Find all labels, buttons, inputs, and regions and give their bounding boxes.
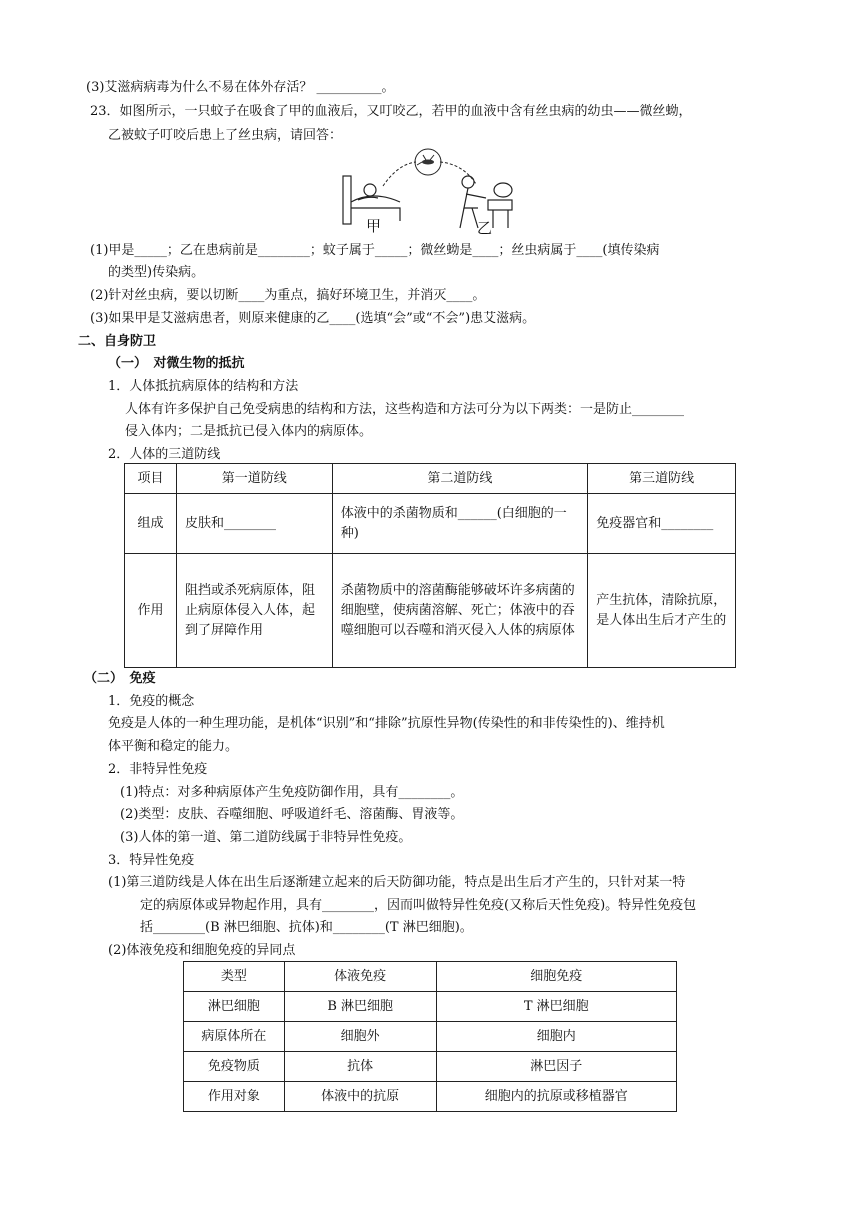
point-3-text-line2: 体平衡和稳定的能力。 [108,739,239,754]
point-1-text-line1: 人体有许多保护自己免受病患的结构和方法，这些构造和方法可分为以下两类：一是防止________ [125,402,685,417]
mosquito-icon [415,149,441,175]
point-4-item-1: (1)特点：对多种病原体产生免疫防御作用，具有________。 [120,785,464,800]
table-cell: 阻挡或杀死病原体，阻止病原体侵入人体，起到了屏障作用 [176,554,332,668]
table-cell: 细胞内的抗原或移植器官 [436,1082,677,1112]
table-cell: B 淋巴细胞 [284,992,436,1022]
point-5-item-1-line2: 定的病原体或异物起作用，具有________，因而叫做特异性免疫(又称后天性免疫)。特异性免疫包 [140,898,697,913]
point-3-title: 1．免疫的概念 [108,694,195,709]
table-cell: T 淋巴细胞 [436,992,677,1022]
defense-lines-table [124,463,736,668]
question-23-stem-line1: 23．如图所示，一只蚊子在吸食了甲的血液后，又叮咬乙，若甲的血液中含有丝虫病的幼虫——微丝蚴， [90,104,692,119]
table-header-cell: 细胞免疫 [436,962,677,992]
table-row [125,494,736,554]
point-1-title: 1．人体抵抗病原体的结构和方法 [108,379,299,394]
table-header-cell: 第一道防线 [176,464,332,494]
table-row [125,554,736,668]
table-cell: 产生抗体，清除抗原，是人体出生后才产生的 [588,554,736,668]
table-cell: 淋巴因子 [436,1052,677,1082]
table-header-cell: 第三道防线 [588,464,736,494]
table-cell: 皮肤和________ [176,494,332,554]
transmission-arrow-left [383,162,416,186]
table-cell: 体液中的杀菌物质和______(白细胞的一种) [332,494,588,554]
question-23-1-line1: (1)甲是_____；乙在患病前是________；蚊子属于_____；微丝蚴是____；丝虫病属于____(填传染病 [90,243,660,258]
table-cell: 细胞外 [284,1022,436,1052]
point-5-title: 3．特异性免疫 [108,853,195,868]
subsection-1-title: （一） 对微生物的抵抗 [108,356,245,371]
table-cell: 病原体所在 [184,1022,285,1052]
point-4-item-3: (3)人体的第一道、第二道防线属于非特异性免疫。 [120,830,412,845]
table-header-cell: 项目 [125,464,177,494]
question-23-2: (2)针对丝虫病，要以切断____为重点，搞好环境卫生，并消灭____。 [90,288,486,303]
table-cell: 体液中的抗原 [284,1082,436,1112]
immunity-comparison-table [183,961,677,1112]
question-23-stem-line2: 乙被蚊子叮咬后患上了丝虫病，请回答： [108,128,343,143]
table-cell: 免疫物质 [184,1052,285,1082]
transmission-arrow-right [440,162,476,184]
table-row [184,1052,677,1082]
table-cell: 细胞内 [436,1022,677,1052]
point-5-item-1-line1: (1)第三道防线是人体在出生后逐渐建立起来的后天防御功能，特点是出生后才产生的，只针对某一特 [108,875,686,890]
table-row [184,992,677,1022]
point-5-item-1-line3: 括________(B 淋巴细胞、抗体)和________(T 淋巴细胞)。 [140,920,473,935]
point-2-title: 2．人体的三道防线 [108,447,221,462]
point-5-item-2: (2)体液免疫和细胞免疫的异同点 [108,943,296,958]
subsection-2-title: （二） 免疫 [84,671,156,686]
figure-label-jia: 甲 [366,217,382,235]
table-cell: 抗体 [284,1052,436,1082]
table-cell: 作用对象 [184,1082,285,1112]
row-label-composition: 组成 [125,494,177,554]
question-23-1-line2: 的类型)传染病。 [108,265,205,280]
table-cell: 免疫器官和________ [588,494,736,554]
table-cell: 淋巴细胞 [184,992,285,1022]
point-1-text-line2: 侵入体内；二是抵抗已侵入体内的病原体。 [125,424,373,439]
question-22-3: (3)艾滋病病毒为什么不易在体外存活？ __________。 [86,80,395,95]
point-4-item-2: (2)类型：皮肤、吞噬细胞、呼吸道纤毛、溶菌酶、胃液等。 [120,807,464,822]
figure-label-yi: 乙 [477,219,493,237]
table-cell: 杀菌物质中的溶菌酶能够破坏许多病菌的细胞壁，使病菌溶解、死亡；体液中的吞噬细胞可以吞噬和消灭侵入人体的病原体 [332,554,588,668]
table-row [184,1082,677,1112]
point-4-title: 2．非特异性免疫 [108,762,208,777]
table-header-cell: 体液免疫 [284,962,436,992]
section-2-title: 二、自身防卫 [78,334,157,349]
table-row [184,1022,677,1052]
point-3-text-line1: 免疫是人体的一种生理功能，是机体“识别”和“排除”抗原性异物(传染性的和非传染性的)、维持机 [108,716,665,731]
table-header-cell: 类型 [184,962,285,992]
table-header-cell: 第二道防线 [332,464,588,494]
question-23-3: (3)如果甲是艾滋病患者，则原来健康的乙____(选填“会”或“不会”)患艾滋病。 [90,311,536,326]
row-label-function: 作用 [125,554,177,668]
